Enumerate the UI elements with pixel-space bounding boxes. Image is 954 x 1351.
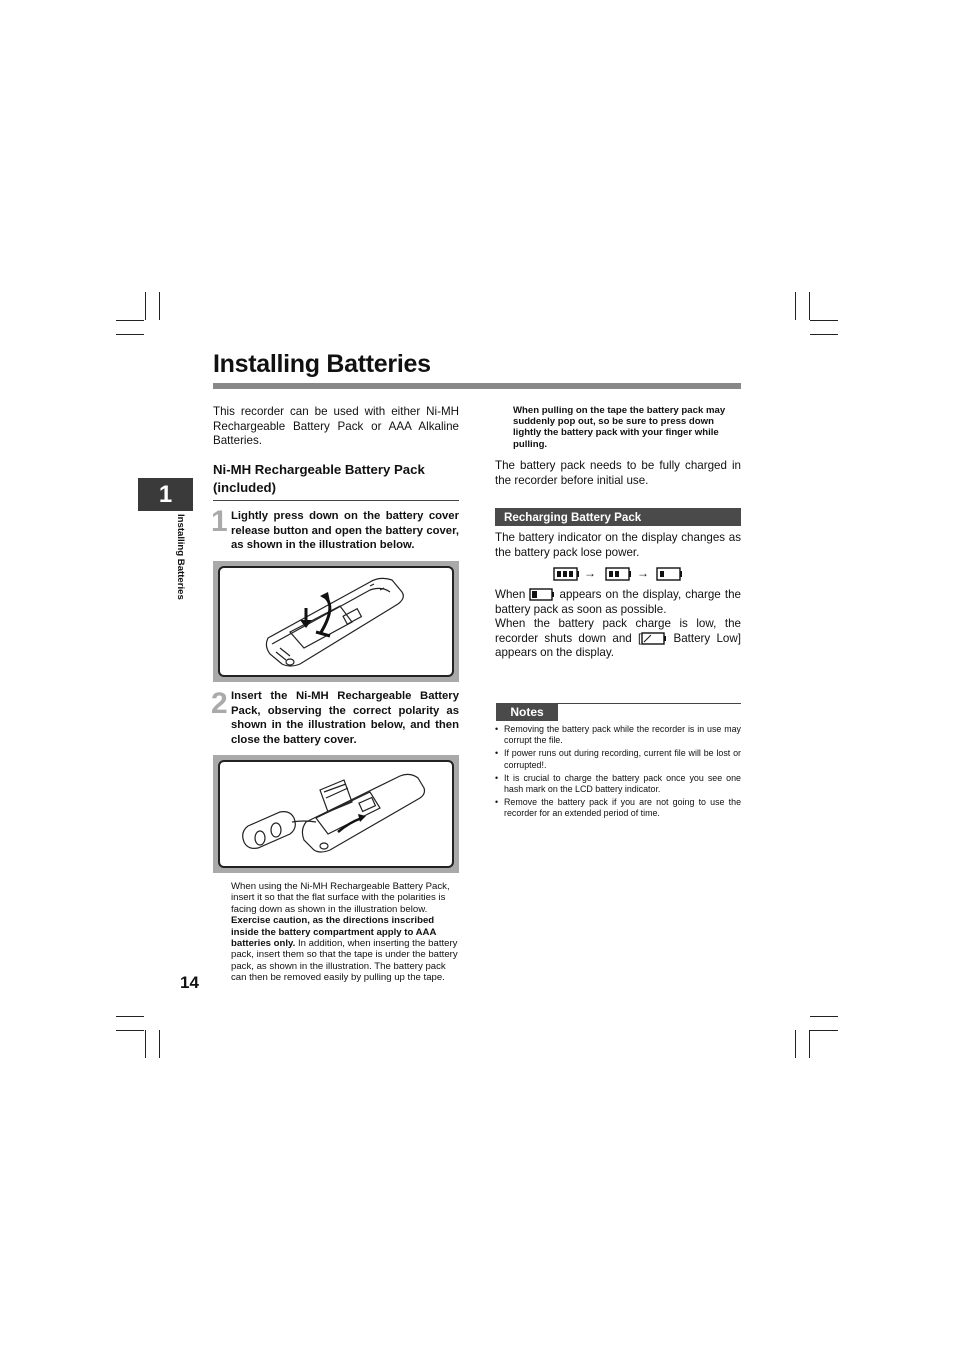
step-number: 2 (211, 687, 228, 720)
arrow-icon: → (584, 566, 596, 580)
when-low-text (495, 588, 741, 617)
low-suffix: Battery Low] appears on the display. (495, 631, 741, 660)
crop-mark (795, 292, 796, 320)
when-prefix: When (495, 588, 526, 601)
crop-mark (809, 1030, 810, 1058)
step-number: 1 (211, 505, 228, 538)
section-rule (213, 500, 459, 501)
figure-insert-battery (213, 755, 459, 873)
note-caution: Exercise caution, as the directions inscribed inside the battery compartment apply to AAA batteries only. (231, 915, 437, 950)
recorder-illustration (220, 568, 452, 675)
chapter-tab: 1 (138, 478, 193, 511)
battery-one-mark-icon (529, 588, 555, 601)
intro-text: This recorder can be used with either Ni-MH Rechargeable Battery Pack or AAA Alkaline Batteries. (213, 405, 459, 448)
note-text: In addition, when inserting the battery pack, insert them so that the tape is under the battery pack, as shown in the illustration. The battery pack can then be removed easily by pulling up the tape. (231, 938, 458, 984)
section-heading: Ni-MH Rechargeable Battery Pack (included) (213, 462, 425, 495)
crop-mark (116, 334, 144, 335)
recharging-heading: Recharging Battery Pack (495, 508, 741, 526)
notes-list (495, 724, 741, 821)
crop-mark (810, 1030, 838, 1031)
low-prefix: When the battery pack charge is low, the recorder shuts down and [ (495, 617, 741, 645)
battery-low-icon (657, 568, 682, 580)
list-item: • If power runs out during recording, current file will be lost or corrupted!. (495, 748, 741, 770)
notes-rule (558, 703, 741, 704)
note-text: When using the Ni-MH Rechargeable Battery Pack, insert it so that the flat surface with the polarities is facing down as shown in the illustration below. (231, 881, 450, 915)
indicator-text: The battery indicator on the display changes as the battery pack lose power. (495, 531, 741, 559)
crop-mark (159, 292, 160, 320)
charge-text: The battery pack needs to be fully charged in the recorder before initial use. (495, 459, 741, 487)
battery-note (231, 881, 459, 984)
crop-mark (145, 292, 146, 320)
battery-indicator-sequence (553, 566, 683, 582)
list-item: • It is crucial to charge the battery pack once you see one hash mark on the LCD battery indicator. (495, 772, 741, 795)
crop-mark (116, 320, 144, 321)
battery-empty-icon (641, 632, 667, 645)
side-chapter-label: Installing Batteries (175, 514, 186, 600)
step-text: Insert the Ni-MH Rechargeable Battery Pack, observing the correct polarity as shown in the illustration below, and then close the battery cover. (231, 690, 459, 746)
battery-full-icon (554, 568, 579, 580)
crop-mark (810, 334, 838, 335)
figure-open-cover (213, 561, 459, 682)
crop-mark (810, 320, 838, 321)
crop-mark (116, 1030, 144, 1031)
caution-text: When pulling on the tape the battery pack may suddenly pop out, so be sure to press down lightly the battery pack with your finger while pulling. (513, 405, 726, 450)
crop-mark (795, 1030, 796, 1058)
battery-half-icon (606, 568, 631, 580)
list-item: • Removing the battery pack while the recorder is in use may corrupt the file. (495, 724, 741, 746)
arrow-icon: → (637, 566, 649, 580)
shutdown-text (495, 617, 741, 661)
notes-label: Notes (496, 703, 558, 721)
when-suffix: appears on the display, charge the battery pack as soon as possible. (495, 588, 741, 616)
crop-mark (159, 1030, 160, 1058)
crop-mark (145, 1030, 146, 1058)
list-item: • Remove the battery pack if you are not going to use the recorder for an extended period of time. (495, 796, 741, 819)
page-title: Installing Batteries (213, 350, 431, 378)
title-rule (213, 383, 741, 389)
step-text: Lightly press down on the battery cover release button and open the battery cover, as shown in the illustration below. (231, 510, 459, 552)
crop-mark (810, 1016, 838, 1017)
page-number: 14 (180, 973, 199, 992)
battery-insert-illustration (220, 762, 452, 866)
crop-mark (116, 1016, 144, 1017)
crop-mark (809, 292, 810, 320)
